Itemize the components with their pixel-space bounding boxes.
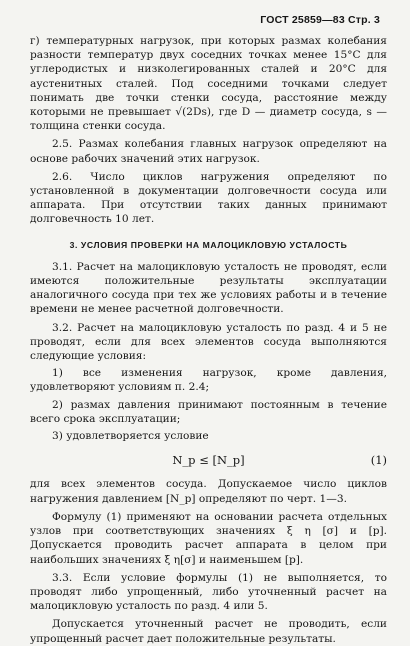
paragraph-3-3: 3.3. Если условие формулы (1) не выполняется, то проводят либо упрощенный, либо уточненный расчет на малоцикловую усталость по разд. 4 или 5. (30, 571, 387, 613)
paragraph-2-6: 2.6. Число циклов нагружения определяют по установленной в документации долговечности сосуда или аппарата. При отсутствии таких данных принимают долговечность 10 лет. (30, 170, 387, 226)
paragraph-refined-calc: Допускается уточненный расчет не проводить, если упрощенный расчет дает положительные результаты. (30, 618, 387, 645)
paragraph-after-formula: для всех элементов сосуда. Допускаемое число циклов нагружения давлением [N_p] определяют по черт. 1—3. (30, 478, 387, 505)
page-header: ГОСТ 25859—83 Стр. 3 (260, 14, 380, 26)
condition-2: 2) размах давления принимают постоянным в течение всего срока эксплуатации; (30, 398, 387, 425)
condition-3: 3) удовлетворяется условие (52, 430, 209, 443)
formula-number: (1) (370, 453, 387, 468)
condition-1: 1) все изменения нагрузок, кроме давления, удовлетворяют условиям п. 2.4; (30, 367, 387, 394)
paragraph-2-4-d: г) температурных нагрузок, при которых размах колебания разности температур двух соседних точках менее 15°С для углеродистых и низколегированных сталей и 20°С для аустенитных сталей. Под соседними точками следует понимать две точки стенки сосуда, расстояние между которыми не превышает √(2Ds), где D — диаметр сосуда, s — толщина стенки сосуда. (30, 35, 387, 133)
formula-expression: N_p ≤ [N_p] (172, 453, 245, 468)
section-heading-3: 3. УСЛОВИЯ ПРОВЕРКИ НА МАЛОЦИКЛОВУЮ УСТАЛОСТЬ (69, 239, 348, 250)
paragraph-formula-usage: Формулу (1) применяют на основании расчета отдельных узлов при соответствующих значениях ξ η [σ] и [p]. Допускается проводить расчет аппарата в целом при наибольших значениях ξ η[σ] и наименьшем [p]. (30, 510, 387, 566)
formula-1 (30, 453, 387, 467)
paragraph-3-2: 3.2. Расчет на малоцикловую усталость по разд. 4 и 5 не проводят, если для всех элементов сосуда выполняются следующие условия: (30, 321, 387, 363)
paragraph-3-1: 3.1. Расчет на малоцикловую усталость не проводят, если имеются положительные результаты эксплуатации аналогичного сосуда при тех же условиях работы и в течение времени не менее расчетной долговечности. (30, 260, 387, 316)
document-body (30, 34, 387, 646)
paragraph-2-5: 2.5. Размах колебания главных нагрузок определяют на основе рабочих значений этих нагрузок. (30, 138, 387, 165)
